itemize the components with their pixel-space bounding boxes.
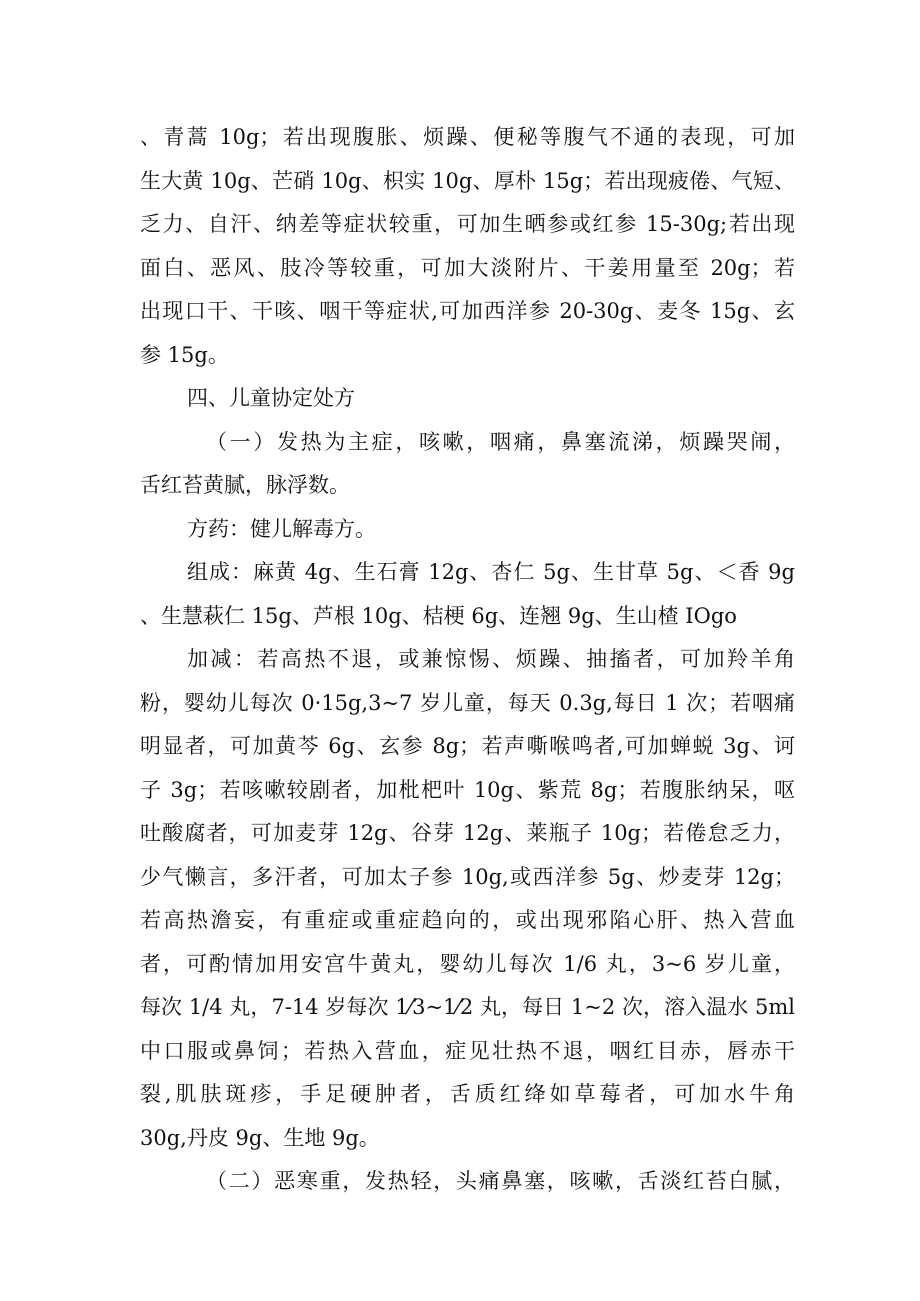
text-line: 出现口干、干咳、咽干等症状,可加西洋参 20-30g、麦冬 15g、玄 [140, 299, 795, 323]
text-line: 少气懒言，多汗者，可加太子参 10g,或西洋参 5g、炒麦芽 12g； [140, 864, 795, 889]
text-line: 若高热澹妄，有重症或重症趋向的，或出现邪陷心肝、热入营血 [140, 908, 795, 932]
subsection-line: （二）恶寒重，发热轻，头痛鼻塞，咳嗽，舌淡红苔白腻， [206, 1169, 795, 1193]
text-line: 者，可酌情加用安宫牛黄丸，婴幼儿每次 1/6 丸，3~6 岁儿童， [140, 951, 795, 976]
text-line: 生大黄 10g、芒硝 10g、枳实 10g、厚朴 15g；若出现疲倦、气短、 [140, 168, 795, 193]
text-line: 、生慧萩仁 15g、芦根 10g、桔梗 6g、连翘 9g、生山楂 IOgo [140, 603, 737, 628]
text-line: 每次 1/4 丸，7-14 岁每次 1⁄3~1⁄2 丸，每日 1~2 次，溶入温水 5ml [140, 995, 795, 1019]
subsection-line: （一）发热为主症，咳嗽，咽痛，鼻塞流涕，烦躁哭闹， [206, 429, 795, 454]
text-line: 粉，婴幼儿每次 0·15g,3~7 岁儿童，每天 0.3g,每日 1 次；若咽痛 [140, 690, 795, 715]
text-line: 参 15g。 [140, 342, 229, 367]
text-line: 中口服或鼻饲；若热入营血，症见壮热不退，咽红目赤，唇赤干 [140, 1038, 795, 1063]
prescription-name: 方药：健儿解毒方。 [187, 516, 376, 541]
text-line: 子 3g；若咳嗽较剧者，加枇杷叶 10g、紫荒 8g；若腹胀纳呆，呕 [140, 777, 795, 802]
text-line: 舌红苔黄腻，脉浮数。 [140, 473, 350, 497]
section-heading: 四、儿童协定处方 [187, 386, 355, 410]
composition-line: 组成：麻黄 4g、生石膏 12g、杏仁 5g、生甘草 5g、＜香 9g [187, 560, 795, 584]
text-line: 、青蒿 10g；若出现腹胀、烦躁、便秘等腹气不通的表现，可加 [140, 125, 795, 149]
text-line: 吐酸腐者，可加麦芽 12g、谷芽 12g、莱瓶子 10g；若倦怠乏力， [140, 821, 795, 845]
text-line: 裂,肌肤斑疹，手足硬肿者，舌质红绛如草莓者，可加水牛角 [140, 1082, 795, 1106]
text-line: 乏力、自汗、纳差等症状较重，可加生晒参或红参 15-30g;若出现 [140, 212, 795, 236]
text-line: 30g,丹皮 9g、生地 9g。 [140, 1125, 380, 1150]
document-body [140, 116, 795, 1204]
text-line: 明显者，可加黄芩 6g、玄参 8g；若声嘶喉鸣者,可加蝉蜕 3g、诃 [140, 734, 795, 758]
modification-line: 加减：若高热不退，或兼惊惕、烦躁、抽搐者，可加羚羊角 [187, 647, 795, 671]
text-line: 面白、恶风、肢冷等较重，可加大淡附片、干姜用量至 20g；若 [140, 255, 795, 280]
